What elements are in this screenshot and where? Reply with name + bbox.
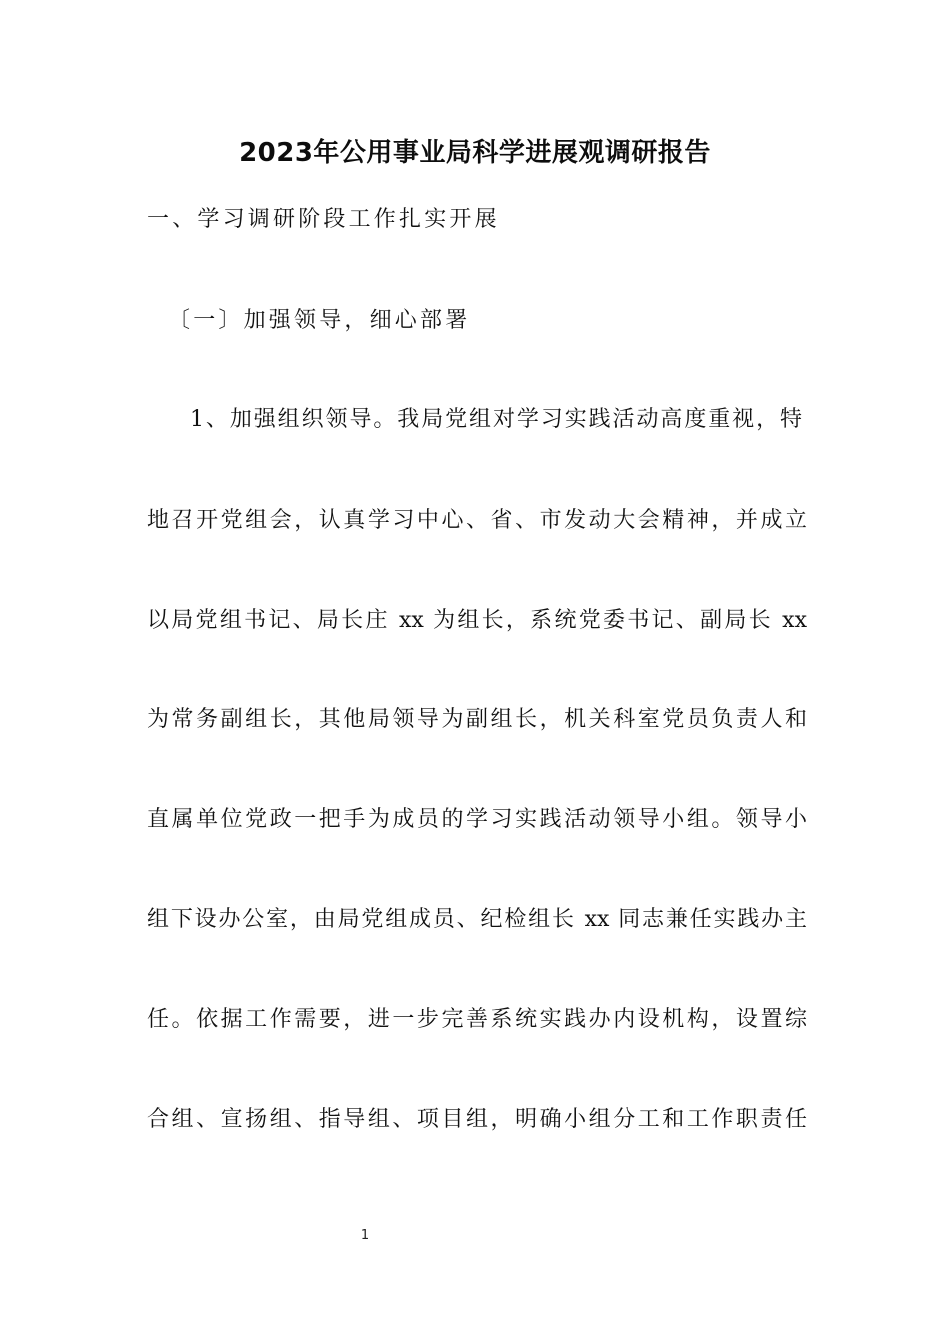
paragraph-line: 组下设办公室，由局党组成员、纪检组长 xx 同志兼任实践办主 [147,907,807,932]
document-title: 2023年公用事业局科学进展观调研报告 [239,138,711,168]
paragraph-line: 直属单位党政一把手为成员的学习实践活动领导小组。领导小 [147,807,807,832]
paragraph-line: 以局党组书记、局长庄 xx 为组长，系统党委书记、副局长 xx [147,608,807,633]
paragraph-line: 地召开党组会，认真学习中心、省、市发动大会精神，并成立 [147,508,807,533]
paragraph-line: 任。依据工作需要，进一步完善系统实践办内设机构，设置综 [147,1007,807,1032]
section-heading: 一、学习调研阶段工作扎实开展 [147,207,500,232]
paragraph-line: 合组、宣扬组、指导组、项目组，明确小组分工和工作职责任 [147,1107,807,1132]
paragraph-line: 为常务副组长，其他局领导为副组长，机关科室党员负责人和 [147,707,807,732]
subsection-heading: 〔一〕加强领导，细心部署 [168,308,471,333]
paragraph-line: 1、加强组织领导。我局党组对学习实践活动高度重视，特 [190,407,802,432]
page-number: 1 [360,1228,370,1243]
